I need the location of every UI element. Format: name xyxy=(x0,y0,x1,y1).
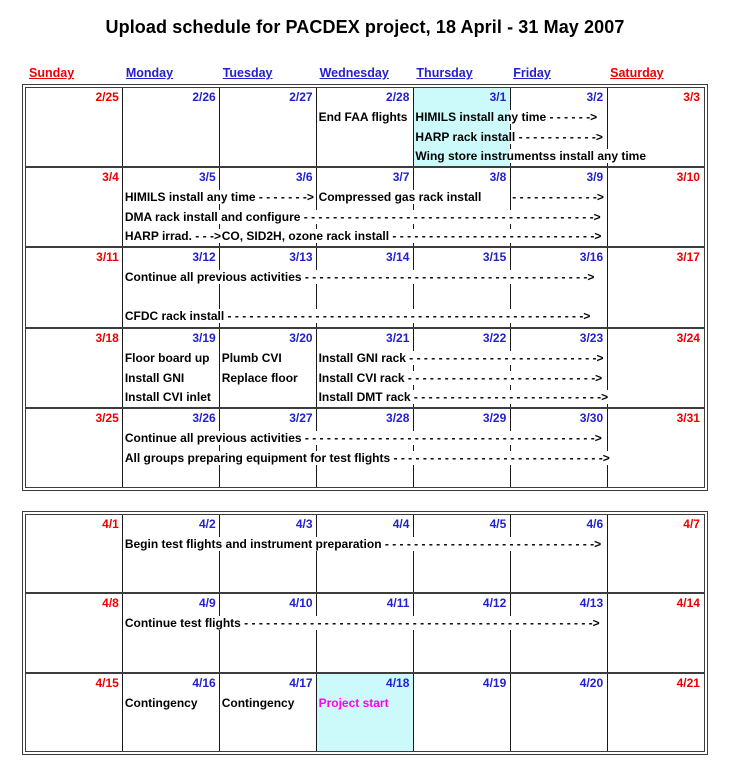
date-label: 3/6 xyxy=(295,170,313,185)
date-label: 3/29 xyxy=(482,410,507,425)
date-label: 3/3 xyxy=(683,90,700,104)
date-label: 4/11 xyxy=(386,596,410,611)
date-label: 3/23 xyxy=(579,330,604,345)
date-label: 4/13 xyxy=(579,596,604,611)
event-label: Compressed gas rack install xyxy=(318,190,482,205)
weekday-header-sunday: Sunday xyxy=(29,66,75,80)
week-row xyxy=(26,88,704,166)
date-label: 4/2 xyxy=(199,517,216,531)
event-label: Continue test flights - - - - - - - - - - - - - - - - - - - - - - - - - - - - - - - - - - - - - - - - - - - - - - - -> xyxy=(124,616,600,631)
date-label: 4/14 xyxy=(676,596,700,611)
week-row xyxy=(26,407,704,487)
week-row xyxy=(26,592,704,671)
event-label: Install GNI xyxy=(124,370,185,385)
weekday-header-wednesday: Wednesday xyxy=(319,66,389,80)
date-label: 4/3 xyxy=(295,517,313,531)
date-label: 3/26 xyxy=(192,410,216,425)
date-label: 4/20 xyxy=(579,675,604,690)
date-label: 3/22 xyxy=(482,330,507,345)
weekday-header-tuesday: Tuesday xyxy=(222,66,273,80)
page-title: Upload schedule for PACDEX project, 18 April - 31 May 2007 xyxy=(105,17,625,37)
date-label: 3/30 xyxy=(579,410,604,425)
calendar-block-2 xyxy=(22,511,708,755)
date-label: 3/31 xyxy=(676,410,700,425)
date-label: 3/25 xyxy=(95,410,119,425)
event-label: Begin test flights and instrument preparation - - - - - - - - - - - - - - - - - - - - - - - - - - - - -> xyxy=(124,537,602,551)
event-label: Continue all previous activities - - - - - - - - - - - - - - - - - - - - - - - - - - - - - - - - - - - - - - - -> xyxy=(124,430,602,445)
date-label: 2/25 xyxy=(95,90,119,104)
week-row xyxy=(26,672,704,751)
date-label: 4/18 xyxy=(386,675,410,690)
event-label: DMA rack install and configure - - - - - - - - - - - - - - - - - - - - - - - - - - - - - - - - - - - - - - - -> xyxy=(124,210,601,225)
date-label: 3/27 xyxy=(289,410,313,425)
weekday-header-thursday: Thursday xyxy=(416,66,473,80)
arrow-continuation: - - - - - - - - - - - -> xyxy=(512,190,604,205)
date-label: 3/13 xyxy=(289,250,313,265)
date-label: 3/16 xyxy=(579,250,604,265)
event-label: Project start xyxy=(318,695,389,710)
event-label: HIMILS install any time - - - - - -> xyxy=(415,110,598,124)
date-label: 4/10 xyxy=(289,596,313,611)
date-label: 3/28 xyxy=(386,410,410,425)
event-label: Replace floor xyxy=(221,370,298,385)
event-label: CFDC rack install - - - - - - - - - - - - - - - - - - - - - - - - - - - - - - - - - - - - - - - - - - - - - - - - -> xyxy=(124,309,591,324)
date-label: 4/17 xyxy=(289,675,313,690)
date-label: 2/26 xyxy=(192,90,216,104)
date-label: 3/2 xyxy=(586,90,604,104)
weekday-header-saturday: Saturday xyxy=(610,66,664,80)
date-label: 4/16 xyxy=(192,675,216,690)
date-label: 3/18 xyxy=(95,330,119,345)
event-label: Install GNI rack - - - - - - - - - - - - - - - - - - - - - - - - - -> xyxy=(318,350,604,365)
date-label: 3/20 xyxy=(289,330,313,345)
date-label: 2/27 xyxy=(289,90,313,104)
date-label: 4/1 xyxy=(102,517,119,531)
date-label: 4/15 xyxy=(95,675,119,690)
date-label: 3/19 xyxy=(192,330,216,345)
event-label: Contingency xyxy=(221,695,295,710)
date-label: 3/1 xyxy=(489,90,507,104)
week-row xyxy=(26,515,704,592)
week-row xyxy=(26,327,704,407)
date-label: 3/12 xyxy=(192,250,216,265)
date-label: 3/9 xyxy=(586,170,604,185)
week-row xyxy=(26,166,704,246)
event-label: Install DMT rack - - - - - - - - - - - - - - - - - - - - - - - - - -> xyxy=(318,389,609,404)
date-label: 4/9 xyxy=(199,596,216,611)
event-label: HIMILS install any time - - - - - - -> xyxy=(124,190,314,205)
date-label: 4/8 xyxy=(102,596,119,611)
date-label: 4/19 xyxy=(482,675,507,690)
date-label: 3/7 xyxy=(392,170,410,185)
event-label: Plumb CVI xyxy=(221,350,282,365)
date-label: 4/5 xyxy=(489,517,507,531)
event-label: HARP irrad. - - -> xyxy=(124,229,221,244)
calendar-block-1 xyxy=(22,84,708,491)
date-label: 4/21 xyxy=(676,675,700,690)
event-label: All groups preparing equipment for test flights - - - - - - - - - - - - - - - - - - - - - - - - - - - - -> xyxy=(124,450,610,465)
weekday-header-friday: Friday xyxy=(513,66,551,80)
date-label: 3/11 xyxy=(96,250,119,265)
date-label: 4/6 xyxy=(586,517,604,531)
date-label: 3/24 xyxy=(676,330,700,345)
event-label: Floor board up xyxy=(124,350,210,365)
date-label: 3/10 xyxy=(676,170,700,185)
date-label: 3/5 xyxy=(199,170,216,185)
event-label: End FAA flights xyxy=(318,110,408,124)
date-label: 3/14 xyxy=(386,250,410,265)
date-label: 3/15 xyxy=(482,250,507,265)
event-label: Contingency xyxy=(124,695,198,710)
weekday-header-monday: Monday xyxy=(125,66,174,80)
event-label: HARP rack install - - - - - - - - - - -> xyxy=(415,130,603,144)
event-label: Wing store instrumentss install any time xyxy=(415,149,647,163)
date-label: 4/4 xyxy=(392,517,410,531)
date-label: 3/21 xyxy=(386,330,410,345)
event-label: Continue all previous activities - - - - - - - - - - - - - - - - - - - - - - - - - - - - - - - - - - - - - - -> xyxy=(124,270,595,285)
date-label: 3/4 xyxy=(102,170,119,185)
date-label: 4/12 xyxy=(482,596,507,611)
event-label: CO, SID2H, ozone rack install - - - - - - - - - - - - - - - - - - - - - - - - - - - -> xyxy=(221,229,602,244)
week-row xyxy=(26,246,704,326)
date-label: 3/8 xyxy=(489,170,507,185)
date-label: 4/7 xyxy=(683,517,700,531)
date-label: 3/17 xyxy=(676,250,700,265)
event-label: Install CVI inlet xyxy=(124,389,211,404)
date-label: 2/28 xyxy=(386,90,410,104)
event-label: Install CVI rack - - - - - - - - - - - - - - - - - - - - - - - - - -> xyxy=(318,370,603,385)
